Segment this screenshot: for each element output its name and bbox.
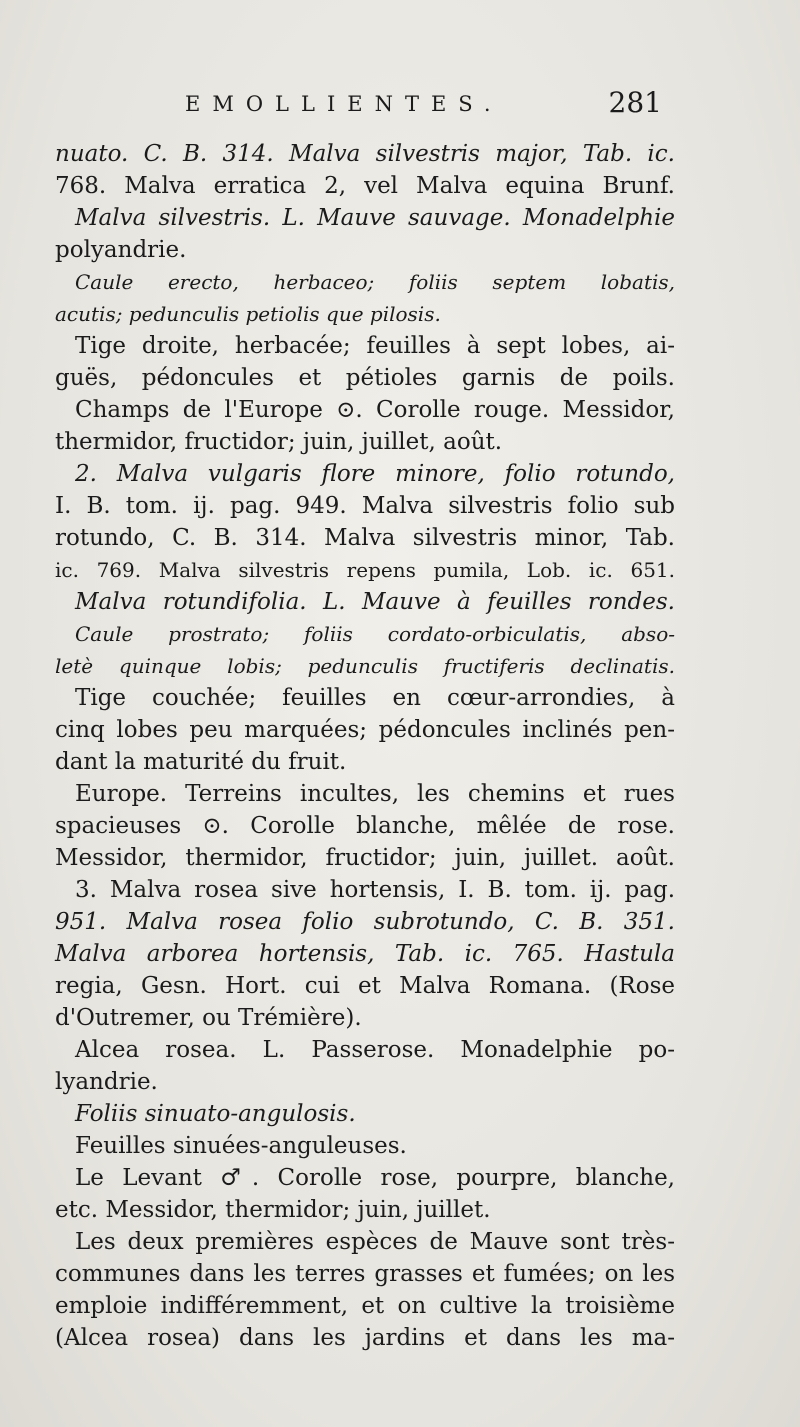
text-line: Malva rotundifolia. L. Mauve à feuilles rondes. [75,589,675,615]
page-number: 281 [608,86,662,119]
text-line: thermidor, fructidor; juin, juillet, août. [55,429,503,455]
text-line: etc. Messidor, thermidor; juin, juillet. [55,1197,491,1223]
text-line: Feuilles sinuées-anguleuses. [75,1133,407,1159]
text-line: guës, pédoncules et pétioles garnis de poils. [55,365,675,391]
text-line: polyandrie. [55,237,187,263]
text-line: ic. 769. Malva silvestris repens pumila, Lob. ic. 651. [55,558,675,582]
running-head: EMOLLIENTES. [185,92,503,116]
text-line: I. B. tom. ij. pag. 949. Malva silvestris folio sub [55,493,675,519]
page-header [0,86,800,132]
text-line: (Alcea rosea) dans les jardins et dans les ma- [55,1325,675,1351]
text-line: 768. Malva erratica 2, vel Malva equina Brunf. [55,173,675,199]
text-line: Caule erecto, herbaceo; foliis septem lobatis, [75,270,675,294]
body-text [55,138,675,1354]
text-line: 2. Malva vulgaris flore minore, folio rotundo, [75,461,675,487]
text-line: Caule prostrato; foliis cordato-orbiculatis, abso- [75,622,675,646]
text-line: Foliis sinuato-angulosis. [75,1101,356,1127]
text-line: nuato. C. B. 314. Malva silvestris major, Tab. ic. [55,141,675,167]
text-line: Messidor, thermidor, fructidor; juin, juillet. août. [55,845,675,871]
text-line: spacieuses ⊙. Corolle blanche, mêlée de rose. [55,813,675,839]
text-line: acutis; pedunculis petiolis que pilosis. [55,302,441,326]
text-line: lyandrie. [55,1069,158,1095]
text-line: d'Outremer, ou Trémière). [55,1005,362,1031]
text-line: Tige droite, herbacée; feuilles à sept lobes, ai- [75,333,675,359]
text-line: rotundo, C. B. 314. Malva silvestris minor, Tab. [55,525,675,551]
text-line: Le Levant ♂. Corolle rose, pourpre, blanche, [75,1165,675,1191]
text-line: cinq lobes peu marquées; pédoncules inclinés pen- [55,717,675,743]
text-line: Europe. Terreins incultes, les chemins et rues [75,781,675,807]
text-line: dant la maturité du fruit. [55,749,347,775]
text-line: emploie indifféremment, et on cultive la troisième [55,1293,675,1319]
text-line: 3. Malva rosea sive hortensis, I. B. tom. ij. pag. [75,877,675,903]
text-line: 951. Malva rosea folio subrotundo, C. B. 351. [55,909,675,935]
text-line: Champs de l'Europe ⊙. Corolle rouge. Messidor, [75,397,675,423]
text-line: Alcea rosea. L. Passerose. Monadelphie po- [75,1037,675,1063]
text-line: letè quinque lobis; pedunculis fructiferis declinatis. [55,654,675,678]
text-line: regia, Gesn. Hort. cui et Malva Romana. (Rose [55,973,675,999]
text-line: Malva silvestris. L. Mauve sauvage. Monadelphie [75,205,675,231]
text-line: Malva arborea hortensis, Tab. ic. 765. Hastula [55,941,675,967]
text-line: Les deux premières espèces de Mauve sont très- [75,1229,675,1255]
text-line: Tige couchée; feuilles en cœur-arrondies, à [75,685,675,711]
text-line: communes dans les terres grasses et fumées; on les [55,1261,675,1287]
